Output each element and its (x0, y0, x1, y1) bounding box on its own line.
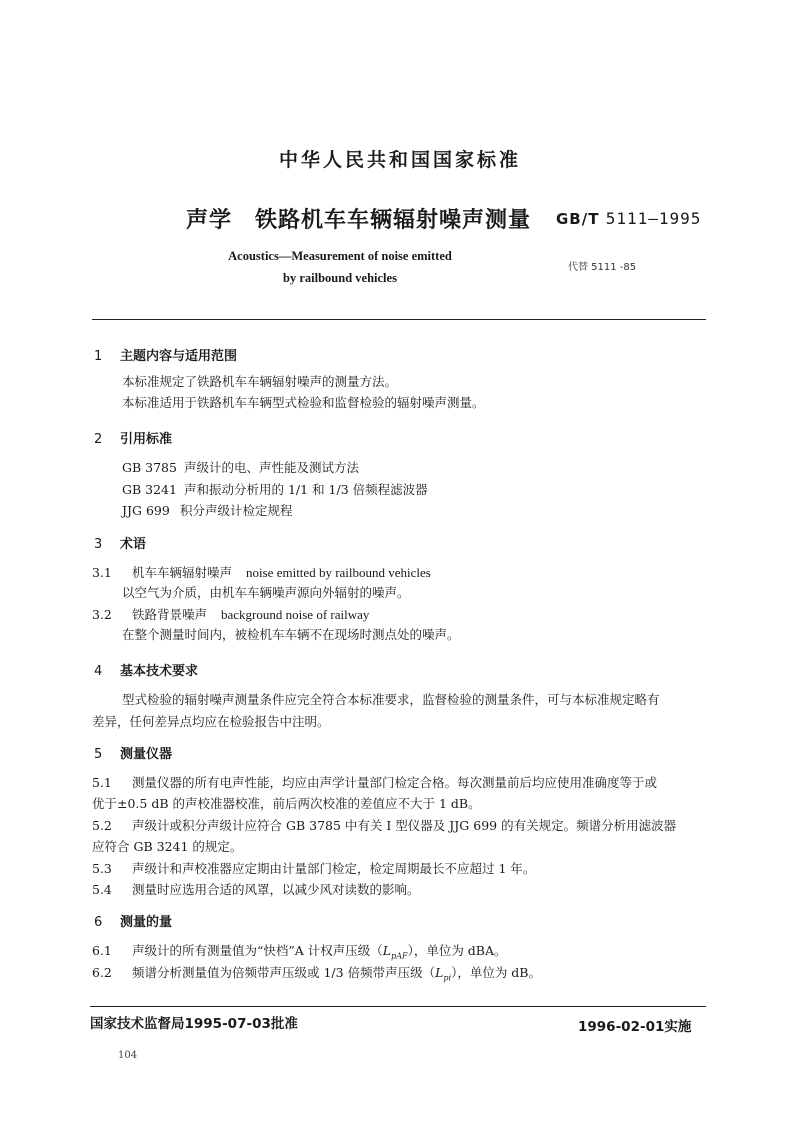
section-6-number: 6 (94, 915, 103, 930)
section-4-line-1: 型式检验的辐射噪声测量条件应完全符合本标准要求，监督检验的测量条件，可与本标准规定略有 (122, 692, 660, 707)
term-3-1-chinese: 机车车辆辐射噪声 (132, 565, 233, 580)
clause-6-2-text-a: 频谱分析测量值为倍频带声压级或 1/3 倍频带声压级（ (132, 965, 436, 980)
reference-code: JJG 699 (122, 503, 170, 518)
clause-6-1-number: 6.1 (92, 943, 112, 958)
issuing-country-standard-label: 中华人民共和国国家标准 (278, 149, 521, 171)
clause-5-3-number: 5.3 (92, 861, 112, 876)
page-number: 104 (118, 1050, 138, 1061)
term-3-2 (92, 605, 369, 625)
term-3-1-number: 3.1 (92, 565, 112, 580)
section-5-number: 5 (94, 747, 103, 762)
clause-6-1-text-a: 声级计的所有测量值为“快档”A 计权声压级（ (132, 943, 383, 958)
section-3-number: 3 (94, 537, 103, 552)
section-1-title: 主题内容与适用范围 (120, 349, 238, 364)
reference-item (122, 480, 428, 500)
clause-5-4 (92, 880, 420, 900)
footer-divider (90, 1006, 706, 1007)
clause-6-2-subscript: pi (443, 973, 452, 983)
reference-title: 声和振动分析用的 1/1 和 1/3 倍频程滤波器 (184, 482, 428, 497)
clause-6-1-subscript: pAF (391, 951, 408, 961)
clause-5-1-line-1: 测量仪器的所有电声性能，均应由声学计量部门检定合格。每次测量前后均应使用准确度等于或 (132, 775, 658, 790)
reference-item (122, 458, 359, 478)
clause-5-2-line-2: 应符合 GB 3241 的规定。 (92, 839, 243, 854)
section-3-heading (94, 533, 146, 552)
reference-title: 积分声级计检定规程 (180, 503, 293, 518)
section-5-heading (94, 743, 172, 762)
section-2-heading (94, 428, 172, 447)
header-divider (92, 319, 706, 320)
section-1-number: 1 (94, 349, 103, 364)
clause-5-2 (92, 816, 676, 836)
standard-code (556, 209, 701, 228)
effective-date: 1996-02-01实施 (578, 1019, 692, 1035)
term-3-2-definition: 在整个测量时间内，被检机车车辆不在现场时测点处的噪声。 (122, 627, 460, 642)
clause-5-4-line-1: 测量时应选用合适的风罩，以减少风对读数的影响。 (132, 882, 420, 897)
clause-5-4-number: 5.4 (92, 882, 112, 897)
document-title: 声学 铁路机车车辆辐射噪声测量 (186, 208, 532, 233)
term-3-1 (92, 563, 431, 583)
clause-5-3-line-1: 声级计和声校准器应定期由计量部门检定，检定周期最长不应超过 1 年。 (132, 861, 536, 876)
english-title-line2: by railbound vehicles (283, 271, 397, 285)
section-6-heading (94, 911, 172, 930)
clause-5-1-number: 5.1 (92, 775, 112, 790)
clause-5-1 (92, 773, 657, 793)
section-1-paragraph-2: 本标准适用于铁路机车车辆型式检验和监督检验的辐射噪声测量。 (122, 395, 485, 410)
standard-code-number: 5111—1995 (605, 209, 702, 228)
replaces-note: 代替 5111 -85 (568, 262, 637, 273)
clause-6-1-symbol: L (382, 943, 392, 958)
term-3-2-chinese: 铁路背景噪声 (132, 607, 208, 622)
english-title-line1: Acoustics—Measurement of noise emitted (228, 249, 452, 263)
clause-5-2-number: 5.2 (92, 818, 112, 833)
clause-6-2-symbol: L (435, 965, 444, 980)
section-4-title: 基本技术要求 (120, 664, 199, 679)
reference-code: GB 3241 (122, 482, 177, 497)
section-2-title: 引用标准 (120, 432, 173, 447)
section-3-title: 术语 (120, 537, 147, 552)
standard-code-prefix: GB/T (556, 210, 600, 228)
clause-5-2-line-1: 声级计或积分声级计应符合 GB 3785 中有关 I 型仪器及 JJG 699 的有关规定。频谱分析用滤波器 (132, 818, 677, 833)
reference-item (122, 501, 293, 521)
section-1-heading (94, 345, 237, 364)
clause-6-1-text-b: ），单位为 dBA。 (407, 943, 507, 958)
term-3-2-english: background noise of railway (221, 607, 370, 622)
term-3-1-definition: 以空气为介质，由机车车辆噪声源向外辐射的噪声。 (122, 585, 410, 600)
section-4-number: 4 (94, 664, 103, 679)
clause-6-2-text-b: ），单位为 dB。 (451, 965, 541, 980)
clause-6-2-number: 6.2 (92, 965, 112, 980)
term-3-2-number: 3.2 (92, 607, 112, 622)
approval-date: 国家技术监督局1995-07-03批准 (90, 1016, 298, 1032)
section-4-line-2: 差异，任何差异点均应在检验报告中注明。 (92, 714, 330, 729)
section-1-paragraph-1: 本标准规定了铁路机车车辆辐射噪声的测量方法。 (122, 374, 398, 389)
clause-5-1-line-2: 优于±0.5 dB 的声校准器校准，前后两次校准的差值应不大于 1 dB。 (92, 796, 481, 811)
reference-title: 声级计的电、声性能及测试方法 (184, 460, 360, 475)
term-3-1-english: noise emitted by railbound vehicles (246, 565, 431, 580)
section-6-title: 测量的量 (120, 915, 173, 930)
clause-5-3 (92, 859, 535, 879)
section-4-heading (94, 660, 198, 679)
english-title (170, 245, 510, 289)
clause-6-2 (92, 963, 541, 989)
section-2-number: 2 (94, 432, 103, 447)
reference-code: GB 3785 (122, 460, 177, 475)
section-5-title: 测量仪器 (120, 747, 173, 762)
